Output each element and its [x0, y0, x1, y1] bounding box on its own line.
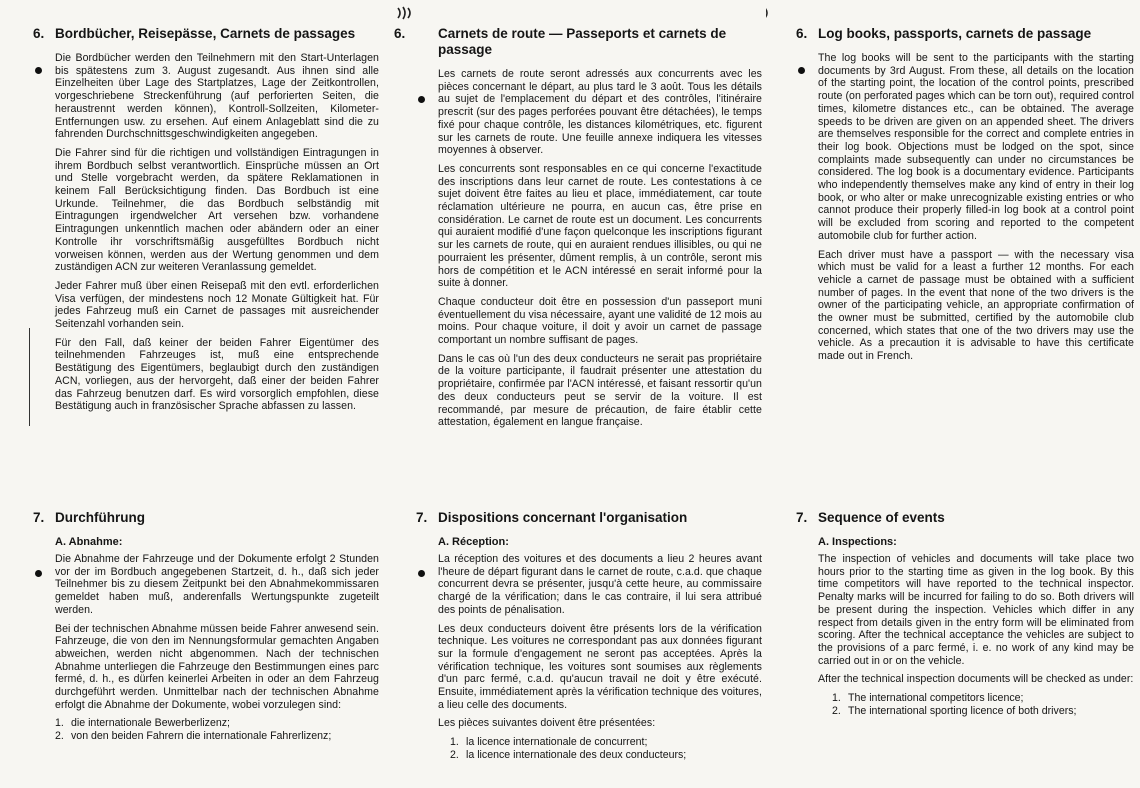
column-german [0, 0, 383, 788]
list-item: 2. la licence internationale des deux conducteurs; [450, 748, 687, 761]
section-body [818, 52, 1134, 363]
paragraph: Les deux conducteurs doivent être présents lors de la vérification technique. Les voitures ne correspondant pas aux données figurant sur la formule d'engagement ne seront pas acceptées. Après la vérification technique, les voitures sont soumises aux règlements d'un parc fermé, c.a.d. qu'aucun travail ne doit y être exécuté. Ensuite, immédiatement après la vérification technique des voitures, a lieu celle des documents. [438, 622, 762, 711]
section-heading [33, 510, 379, 526]
binding-clip-icon [395, 6, 415, 20]
section-heading [796, 510, 1134, 526]
section-heading [416, 510, 762, 526]
paragraph: The log books will be sent to the participants with the starting documents by 3rd August. From these, all details on the location of the starting point, the location of the control points, prescribed route (on perforated pages which can be torn out), required control times, kilometre distances etc., can be obtained. The average speeds to be driven are given on an appended sheet. The drivers are themselves responsible for the correct and complete entries in their log book. Objections must be lodged on the spot, since complaints made subsequently can under no circumstances be considered. The log book is a documentary evidence. Participants who independently themselves make any kind of entry in their log book, or who alter or make unrecognizable existing entries or who cannot produce their properly filled-in log book at a control point will be excluded from scoring and reported to the competent automobile club for further action. [818, 52, 1134, 242]
paragraph: Die Fahrer sind für die richtigen und vollständigen Eintragungen in ihrem Bordbuch selbst verantwortlich. Einsprüche müssen an Ort und Stelle vorgebracht werden, da spätere Reklamationen in keinem Fall Berücksichtigung finden. Das Bordbuch ist eine Urkunde. Teilnehmer, die das Bordbuch selbständig mit Eintragungen irgendwelcher Art versehen bzw. vorhandene Eintragungen unkenntlich machen oder abändern oder an einer Kontrolle ihr vorschriftsmäßig ausgefülltes Bordbuch nicht vorweisen können, werden aus der Wertung genommen und dem zuständigen ACN zur weiteren Veranlassung gemeldet. [55, 146, 379, 274]
section-body [55, 553, 379, 743]
margin-change-bar [29, 328, 30, 426]
paragraph: Bei der technischen Abnahme müssen beide Fahrer anwesend sein. Fahrzeuge, die von den im Nennungsformular gemachten Angaben abweichen, werden nicht abgenommen. Nach der technischen Abnahme unterliegen die Fahrzeuge den Bestimmungen eines parc fermé, d. h., es dürfen keinerlei Arbeiten in oder an dem Fahrzeug durchgeführt werden. Unmittelbar nach der technischen Abnahme erfolgt die Abnahme der Dokumente, wobei vorzulegen sind: [55, 622, 379, 711]
margin-bullet-icon [35, 67, 42, 74]
section-title: Carnets de route — Passeports et carnets de passage [438, 26, 727, 57]
section-title: Sequence of events [818, 510, 945, 525]
section-heading [394, 26, 762, 58]
section-number: 6. [796, 26, 808, 41]
paragraph: Jeder Fahrer muß über einen Reisepaß mit den evtl. erforderlichen Visa verfügen, der mindestens noch 12 Monate Gültigkeit hat. Für jedes Fahrzeug muß ein Carnet de passages mit ausreichender Seitenzahl vorhanden sein. [55, 279, 379, 331]
section-6-english [796, 26, 1134, 369]
paragraph: Für den Fall, daß keiner der beiden Fahrer Eigentümer des teilnehmenden Fahrzeuges ist, muß eine entsprechende Bestätigung des Eigentümers, beglaubigt durch den zuständigen ACN, vorliegen, aus der hervorgeht, daß einer der beiden Fahrer das Fahrzeug benutzen darf. Es wird vorsorglich empfohlen, diese Bestätigung auch in französischer Sprache abfassen zu lassen. [55, 336, 379, 413]
section-title: Dispositions concernant l'organisation [438, 510, 688, 525]
margin-bullet-icon [35, 570, 42, 577]
paragraph: Les carnets de route seront adressés aux concurrents avec les pièces concernant le départ, au plus tard le 3 août. Tous les détails au sujet de l'emplacement du départ et des contrôles, l'itinéraire prescrit (sur des pages perforées pouvant être détachées), le temps fixé pour chaque contrôle, les distances kilométriques, etc. figurent sur les carnets de route. Une feuille annexe indiquera les vitesses moyennes à observer. [438, 68, 762, 157]
column-english [766, 0, 1140, 788]
section-6-german [33, 26, 379, 419]
section-number: 6. [394, 26, 406, 41]
document-list [450, 736, 762, 761]
paragraph: Les pièces suivantes doivent être présentées: [438, 717, 656, 730]
margin-bullet-icon [418, 96, 425, 103]
paragraph: Die Abnahme der Fahrzeuge und der Dokumente erfolgt 2 Stunden vor der im Bordbuch angegebenen Startzeit, d. h., daß sich jeder Teilnehmer bis zu diesem Zeitpunkt bei den Abnahmekommissaren gemeldet haben muß, anderenfalls Wertungspunkte zugeteilt werden. [55, 553, 379, 616]
column-french [383, 0, 766, 788]
section-title: Bordbücher, Reisepässe, Carnets de passages [55, 26, 356, 41]
list-item: 2. The international sporting licence of both drivers; [832, 704, 1077, 717]
paragraph: Each driver must have a passport — with the necessary visa which must be valid for a least a further 12 months. For each vehicle a carnet de passage must be obtained with a sufficient number of pages. In the event that none of the two drivers is the owner of the participating vehicle, an appropriate confirmation of the owner must be submitted, certified by the automobile club concerned, which states that one of the two drivers may use the vehicle. As a precaution it is advisable to have this certificate made out in French. [818, 248, 1134, 363]
section-title: Log books, passports, carnets de passage [818, 26, 1092, 41]
paragraph: Dans le cas où l'un des deux conducteurs ne serait pas propriétaire de la voiture participante, il faudrait présenter une attestation du propriétaire, confirmée par l'ACN intéressé, et faisant ressortir qu'un des deux conducteurs peut se servir de la voiture. Il est recommandé, par mesure de précaution, de faire établir cette attestation, également en langue française. [438, 352, 762, 429]
list-item: 1. The international competitors licence; [832, 692, 1024, 705]
list-item: 1. la licence internationale de concurrent; [450, 736, 648, 749]
paragraph: La réception des voitures et des documents a lieu 2 heures avant l'heure de départ figurant dans le carnet de route, c.a.d. que chaque concurrent devra se présenter, jusqu'à cette heure, au commissaire chargé de la vérification; dans le cas contraire, il lui sera attribué des points de pénalisation. [438, 553, 762, 616]
section-heading [796, 26, 1134, 42]
section-7-english [796, 510, 1134, 717]
document-list [832, 692, 1134, 717]
section-number: 7. [416, 510, 428, 525]
section-body [55, 52, 379, 413]
section-body [818, 553, 1134, 717]
paragraph: Les concurrents sont responsables en ce qui concerne l'exactitude des inscriptions dans leur carnet de route. Les contestations à ce sujet doivent être faites au lieu et place, immédiatement, car toute réclamation ultérieure ne pourra, en aucun cas, être prise en considération. Le carnet de route est un document. Les concurrents qui auraient modifié d'une façon quelconque les inscriptions figurant sur les carnets de route, qui en auraient rendues illisibles, ou qui ne pourraient les présenter, dûment remplis, à un contrôle, seront mis hors de compétition et le ACN intéressé en serait informé pour la suite à donner. [438, 162, 762, 290]
paragraph: After the technical inspection documents will be checked as under: [818, 673, 1134, 686]
section-7-german [33, 510, 379, 743]
section-7-french [416, 510, 762, 762]
margin-bullet-icon [798, 67, 805, 74]
document-list [55, 717, 379, 742]
list-item: 1. die internationale Bewerberlizenz; [55, 717, 230, 730]
section-number: 6. [33, 26, 45, 41]
margin-bullet-icon [418, 570, 425, 577]
section-number: 7. [33, 510, 45, 525]
section-number: 7. [796, 510, 808, 525]
section-body [438, 68, 762, 429]
list-item: 2. von den beiden Fahrern die internationale Fahrerlizenz; [55, 730, 332, 743]
subsection-heading: A. Réception: [438, 536, 509, 548]
section-6-french [394, 26, 762, 435]
subsection-heading: A. Abnahme: [55, 536, 123, 548]
binding-clip-icon [766, 6, 772, 20]
paragraph: The inspection of vehicles and documents will take place two hours prior to the starting time as given in the log book. By this time competitors will have reported to the technical inspector. Penalty marks will be incurred for failing to do so. Both drivers will be present during the inspection. Vehicles which differ in any respect from details given in the entry form will be eliminated from scoring. After the technical acceptance the vehicles are subject to the provisions of a parc fermé, i. e. no work of any kind may be carried out in or on the vehicle. [818, 553, 1134, 667]
paragraph: Chaque conducteur doit être en possession d'un passeport muni éventuellement du visa nécessaire, ayant une validité de 12 mois au moins. Pour chaque voiture, il doit y avoir un carnet de passage comportant un nombre suffisant de pages. [438, 295, 762, 347]
subsection-heading: A. Inspections: [818, 536, 897, 548]
section-heading [33, 26, 379, 42]
section-body [438, 553, 762, 762]
paragraph: Die Bordbücher werden den Teilnehmern mit den Start-Unterlagen bis spätestens zum 3. August zugesandt. Aus ihnen sind alle Einzelheiten über Lage des Startplatzes, Lage der Zeitkontrollen, vorgeschriebene Streckenführung (auf perforierten Seiten, die heraustrennt werden können), Kontroll-Sollzeiten, Kilometer-Entfernungen usw. zu ersehen. Auf einem Anlageblatt sind die zu fahrenden Durchschnittsgeschwindigkeiten angegeben. [55, 52, 379, 141]
section-title: Durchführung [55, 510, 145, 525]
